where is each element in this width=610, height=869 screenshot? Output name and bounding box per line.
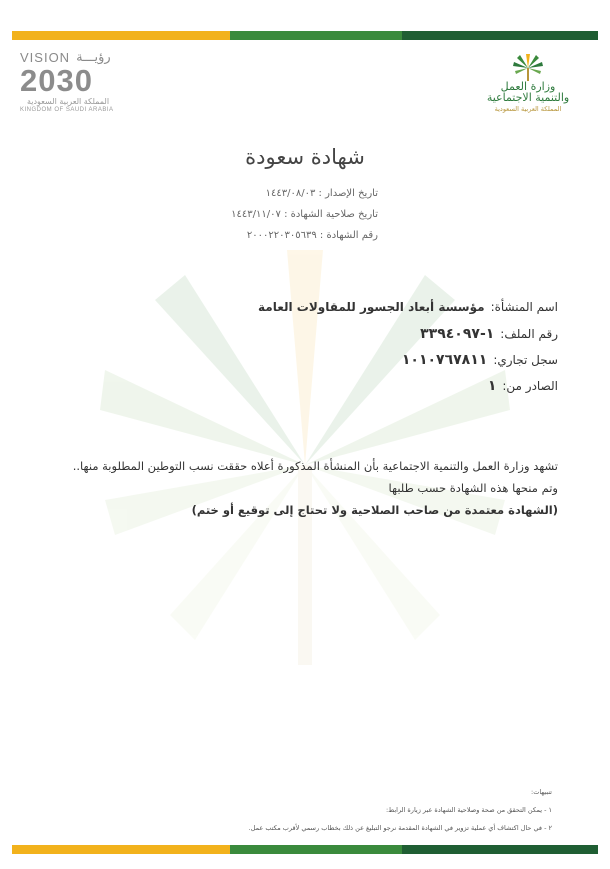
- establishment-details: [258, 300, 558, 404]
- ministry-name-line1: وزارة العمل: [500, 80, 556, 93]
- vision-kingdom-en: KINGDOM OF SAUDI ARABIA: [20, 107, 114, 113]
- validity-date: تاريخ صلاحية الشهادة : ١٤٤٣/١١/٠٧: [231, 209, 378, 220]
- stripe-yellow-segment: [12, 31, 230, 40]
- file-number-row: [258, 326, 558, 352]
- issued-from-value: ١: [487, 378, 497, 394]
- notes-heading: تنبيهات:: [531, 788, 552, 796]
- certificate-number: رقم الشهادة : ٢٠٠٠٢٢٠٣٠٥٦٣٩: [246, 230, 378, 241]
- vision-year: 2030: [20, 63, 93, 98]
- stripe-dark-green-segment: [402, 31, 598, 40]
- bottom-color-stripe: [12, 845, 598, 854]
- commercial-register-row: [258, 352, 558, 378]
- note-item-1: ١ - يمكن التحقق من صحة وصلاحية الشهادة عبر زيارة الرابط:: [385, 806, 552, 814]
- vision-en-word: VISION: [20, 50, 71, 65]
- statement-line-1: تشهد وزارة العمل والتنمية الاجتماعية بأن المنشأة المذكورة أعلاه حققت نسب التوطين المطلوبة منها..: [72, 459, 558, 473]
- statement-line-3: (الشهادة معتمدة من صاحب الصلاحية ولا تحتاج إلى توقيع أو ختم): [191, 503, 558, 517]
- note-item-2: ٢ - في حال اكتشاف أي عملية تزوير في الشهادة المقدمة نرجو التبليغ عن ذلك بخطاب رسمي لأقرب مكتب عمل.: [248, 824, 552, 832]
- certification-statement: [48, 455, 558, 521]
- statement-line-2: وتم منحها هذه الشهادة حسب طلبها: [388, 481, 558, 495]
- stripe-green-segment: [230, 845, 402, 854]
- ministry-name-line2: والتنمية الاجتماعية: [486, 91, 570, 104]
- notes-section: [249, 783, 552, 837]
- palm-emblem-icon: [511, 52, 545, 82]
- issued-from-row: [258, 378, 558, 404]
- stripe-green-segment: [230, 31, 402, 40]
- issue-date: تاريخ الإصدار : ١٤٤٣/٠٨/٠٣: [265, 188, 378, 199]
- file-number-label: رقم الملف:: [500, 327, 558, 341]
- establishment-value: مؤسسة أبعاد الجسور للمقاولات العامة: [257, 300, 485, 314]
- commercial-register-label: سجل تجاري:: [493, 353, 558, 367]
- stripe-dark-green-segment: [402, 845, 598, 854]
- vision-kingdom-ar: المملكة العربية السعودية: [26, 97, 110, 106]
- stripe-yellow-segment: [12, 845, 230, 854]
- ministry-country: المملكة العربية السعودية: [494, 105, 562, 113]
- top-color-stripe: [12, 31, 598, 40]
- establishment-row: [258, 300, 558, 326]
- vision-ar-word: رؤيـــة: [76, 50, 111, 65]
- certificate-meta: [231, 183, 378, 246]
- issued-from-label: الصادر من:: [502, 379, 558, 393]
- establishment-label: اسم المنشأة:: [490, 300, 558, 314]
- ministry-logo: [468, 52, 588, 127]
- certificate-title: شهادة سعودة: [245, 145, 365, 169]
- vision-2030-logo: [20, 50, 130, 125]
- file-number-value: ١-٣٣٩٤٠٩٧: [420, 326, 495, 342]
- commercial-register-value: ١٠١٠٧٦٧٨١١: [401, 352, 488, 368]
